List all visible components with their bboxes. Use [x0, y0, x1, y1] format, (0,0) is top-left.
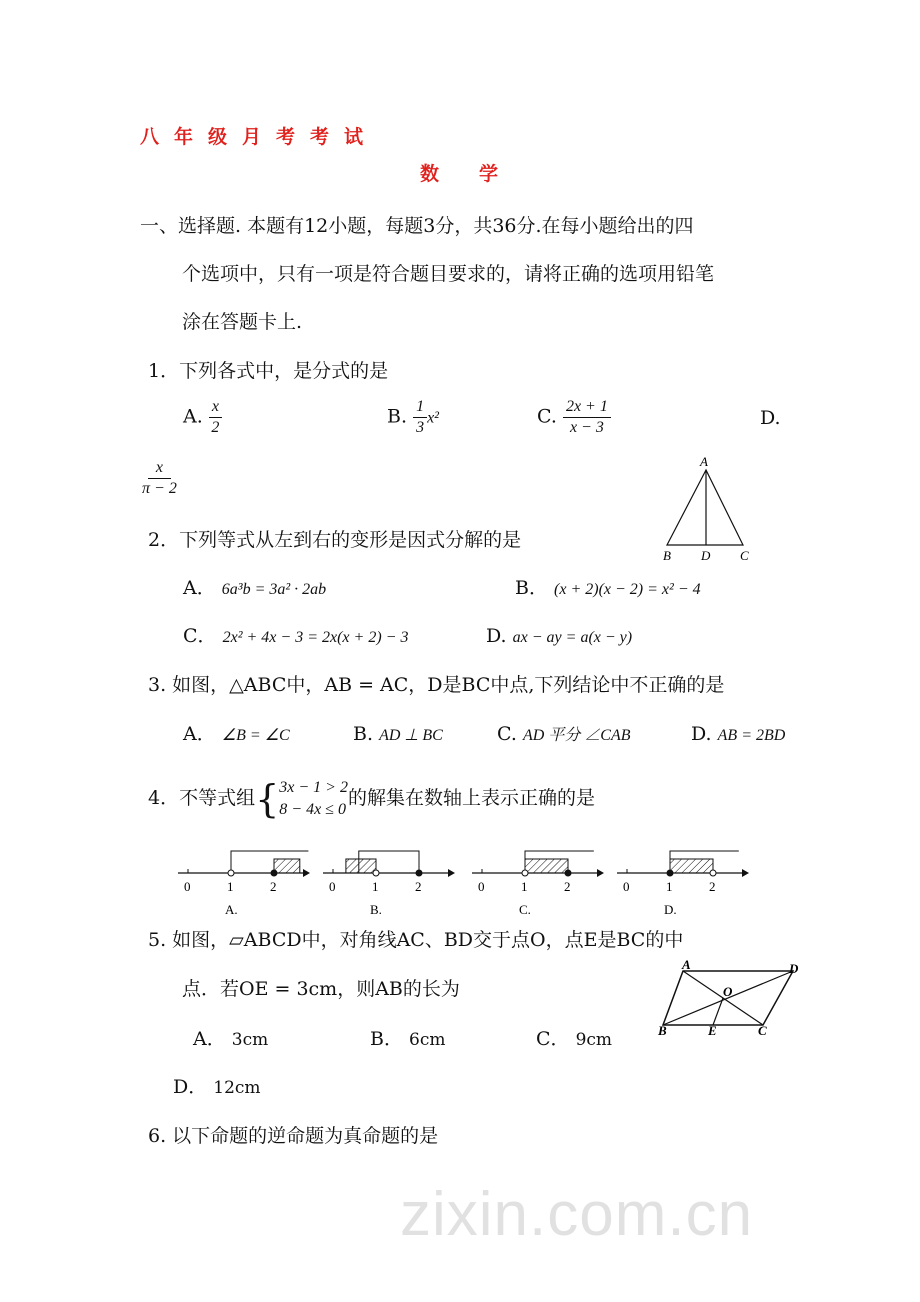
axis-arrow: [303, 869, 310, 877]
q5-stem-line1: 5. 如图，▱ABCD中，对角线AC、BD交于点O，点E是BC的中: [148, 929, 684, 951]
q2-option-d: D. ax − ay = a(x − y): [486, 625, 633, 647]
label-d: D: [789, 961, 799, 976]
q2-option-a: A． 6a³b = 3a² · 2ab: [183, 577, 327, 599]
tick-label: 0: [623, 879, 630, 894]
closed-point: [271, 870, 277, 876]
q5-option-d: D． 12cm: [173, 1076, 261, 1098]
q1-option-d-label: D.: [760, 407, 781, 429]
hatched-region: [525, 859, 568, 873]
q6-stem: 6. 以下命题的逆命题为真命题的是: [148, 1125, 439, 1147]
option-label: C.: [519, 902, 531, 917]
q1-option-c: C. $\frac{2x + 1}{x - 3}$: [537, 397, 611, 438]
closed-point: [565, 870, 571, 876]
section-instruction-1: 一、选择题. 本题有12小题，每题3分，共36分.在每小题给出的四: [140, 215, 694, 237]
q2-option-c: C． 2x² + 4x − 3 = 2x(x + 2) − 3: [183, 625, 409, 647]
open-point: [228, 870, 234, 876]
number-line-options: [170, 840, 760, 920]
axis-arrow: [597, 869, 604, 877]
triangle-figure: [655, 452, 765, 567]
label-c: C: [740, 548, 749, 563]
tick-label: 0: [329, 879, 336, 894]
axis-arrow: [448, 869, 455, 877]
q3-option-d: D. AB = 2BD: [691, 723, 786, 745]
open-point: [710, 870, 716, 876]
q1-stem: 1．下列各式中，是分式的是: [148, 360, 389, 382]
q3-stem: 3. 如图，△ABC中，AB = AC，D是BC中点,下列结论中不正确的是: [148, 674, 725, 696]
tick-label: 1: [372, 879, 379, 894]
tick-label: 2: [415, 879, 422, 894]
tick-label: 0: [184, 879, 191, 894]
tick-label: 2: [709, 879, 716, 894]
q3-option-b: B. AD ⊥ BC: [353, 723, 443, 745]
tick-label: 1: [227, 879, 234, 894]
closed-point: [667, 870, 673, 876]
label-o: O: [723, 984, 733, 999]
q1-option-a: A. $\frac{x}{2}$: [183, 397, 222, 438]
label-b: B: [658, 1023, 667, 1038]
open-point: [522, 870, 528, 876]
q5-option-b: B． 6cm: [370, 1028, 446, 1050]
label-b: B: [663, 548, 671, 563]
parallelogram-figure: [650, 955, 810, 1045]
q5-stem-line2: 点．若OE = 3cm，则AB的长为: [182, 978, 460, 1000]
hatched-region: [274, 859, 300, 873]
hatched-region: [346, 859, 376, 873]
option-label: B.: [370, 902, 382, 917]
q2-option-b: B． (x + 2)(x − 2) = x² − 4: [515, 577, 701, 599]
hatched-region: [670, 859, 713, 873]
q3-option-a: A． ∠B = ∠C: [183, 723, 290, 745]
q4-stem: 4．不等式组 { 3x − 1 > 2 8 − 4x ≤ 0 的解集在数轴上表示正确的是: [148, 777, 595, 821]
open-point: [373, 870, 379, 876]
label-e: E: [708, 1023, 717, 1038]
tick-label: 2: [270, 879, 277, 894]
subject-title: 数学: [420, 163, 539, 185]
q5-option-c: C． 9cm: [536, 1028, 613, 1050]
exam-title: 八年级月考考试: [140, 126, 379, 148]
q1-option-b: B. $\frac{1}{3}$ x²: [387, 398, 439, 436]
tick-label: 2: [564, 879, 571, 894]
label-d: D: [701, 548, 711, 563]
option-label: A.: [225, 902, 238, 917]
q3-option-c: C. AD 平分 ∠CAB: [497, 723, 631, 745]
label-a: A: [682, 957, 691, 972]
q2-stem: 2．下列等式从左到右的变形是因式分解的是: [148, 529, 522, 551]
tick-label: 1: [521, 879, 528, 894]
tick-label: 0: [478, 879, 485, 894]
section-instruction-2: 个选项中，只有一项是符合题目要求的，请将正确的选项用铅笔: [182, 263, 715, 285]
q5-option-a: A． 3cm: [193, 1028, 269, 1050]
watermark: zixin.com.cn: [400, 1180, 754, 1249]
section-instruction-3: 涂在答题卡上.: [182, 311, 303, 333]
label-c: C: [758, 1023, 767, 1038]
axis-arrow: [742, 869, 749, 877]
closed-point: [416, 870, 422, 876]
label-a: A: [700, 454, 708, 469]
q1-option-d-expr: $\frac{x}{\pi - 2}$: [142, 459, 177, 497]
tick-label: 1: [666, 879, 673, 894]
option-label: D.: [664, 902, 677, 917]
